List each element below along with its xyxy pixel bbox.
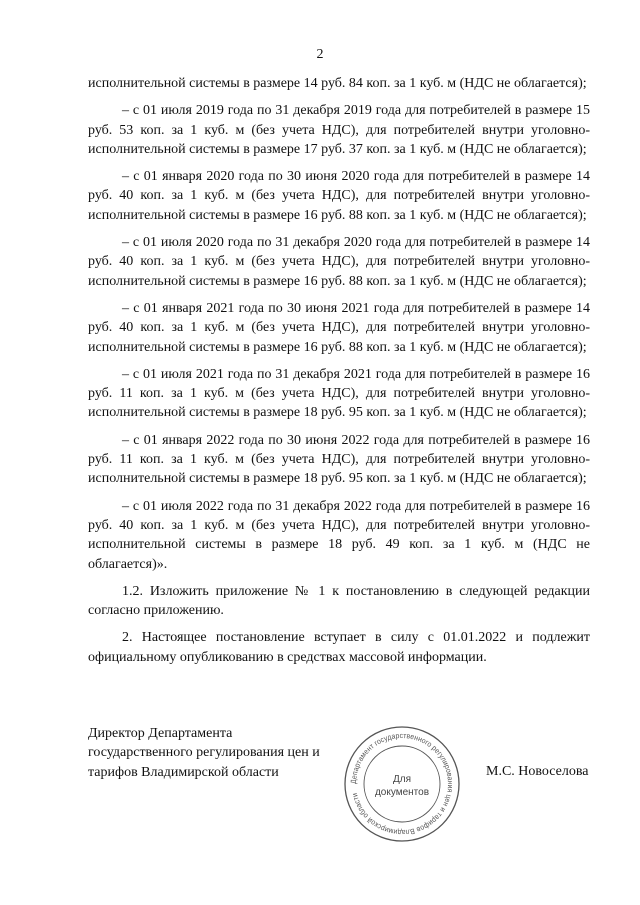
- paragraph-item-1-2: 1.2. Изложить приложение № 1 к постановлению в следующей редакции согласно приложению.: [88, 583, 590, 619]
- signatory-position-line-2: государственного регулирования цен и: [88, 745, 320, 761]
- paragraph-tariff-2021-h2: – с 01 июля 2021 года по 31 декабря 2021 года для потребителей в размере 16 руб. 11 коп. за 1 куб. м (без учета НДС), для потребителей внутри уголовно-исполнительной системы в размере 18 руб. 95 коп. за 1 куб. м (НДС не облагается);: [88, 366, 590, 421]
- paragraph-tariff-2020-h2: – с 01 июля 2020 года по 31 декабря 2020 года для потребителей в размере 14 руб. 40 коп. за 1 куб. м (без учета НДС), для потребителей внутри уголовно-исполнительной системы в размере 16 руб. 88 коп. за 1 куб. м (НДС не облагается);: [88, 235, 590, 289]
- stamp-center-line-1: Для: [392, 774, 412, 785]
- signatory-position-line-1: Директор Департамента: [88, 726, 233, 741]
- paragraph-tariff-2019-h2: – с 01 июля 2019 года по 31 декабря 2019 года для потребителей в размере 15 руб. 53 коп. за 1 куб. м (без учета НДС), для потребителей внутри уголовно-исполнительной системы в размере 17 руб. 37 коп. за 1 куб. м (НДС не облагается);: [88, 103, 590, 157]
- paragraph-continuation: исполнительной системы в размере 14 руб. 84 коп. за 1 куб. м (НДС не облагается);: [88, 76, 587, 91]
- paragraph-tariff-2022-h1: – с 01 января 2022 года по 30 июня 2022 года для потребителей в размере 16 руб. 11 коп. за 1 куб. м (без учета НДС), для потребителей внутри уголовно-исполнительной системы в размере 18 руб. 95 коп. за 1 куб. м (НДС не облагается);: [88, 432, 590, 487]
- paragraph-tariff-2022-h2: – с 01 июля 2022 года по 31 декабря 2022 года для потребителей в размере 16 руб. 40 коп. за 1 куб. м (без учета НДС), для потребителей внутри уголовно-исполнительной системы в размере 18 руб. 49 коп. за 1 куб. м (НДС не облагается)».: [88, 498, 590, 572]
- signatory-position-line-3: тарифов Владимирской области: [88, 764, 279, 780]
- signatory-position: [88, 724, 328, 782]
- signatory-name: М.С. Новоселова: [486, 764, 589, 779]
- paragraph-tariff-2021-h1: – с 01 января 2021 года по 30 июня 2021 года для потребителей в размере 14 руб. 40 коп. за 1 куб. м (без учета НДС), для потребителей внутри уголовно-исполнительной системы в размере 16 руб. 88 коп. за 1 куб. м (НДС не облагается);: [88, 300, 590, 355]
- document-body: [88, 74, 590, 675]
- page-number: 2: [316, 47, 324, 62]
- stamp-ring-text: Департамент государственного регулирования цен и тарифов Владимирской области: [348, 730, 456, 838]
- stamp-center-line-2: документов: [374, 787, 430, 798]
- official-stamp: [342, 724, 462, 844]
- paragraph-tariff-2020-h1: – с 01 января 2020 года по 30 июня 2020 года для потребителей в размере 14 руб. 40 коп. за 1 куб. м (без учета НДС), для потребителей внутри уголовно-исполнительной системы в размере 16 руб. 88 коп. за 1 куб. м (НДС не облагается);: [88, 169, 590, 223]
- paragraph-item-2: 2. Настоящее постановление вступает в силу с 01.01.2022 и подлежит официальному опубликованию в средствах массовой информации.: [88, 630, 590, 665]
